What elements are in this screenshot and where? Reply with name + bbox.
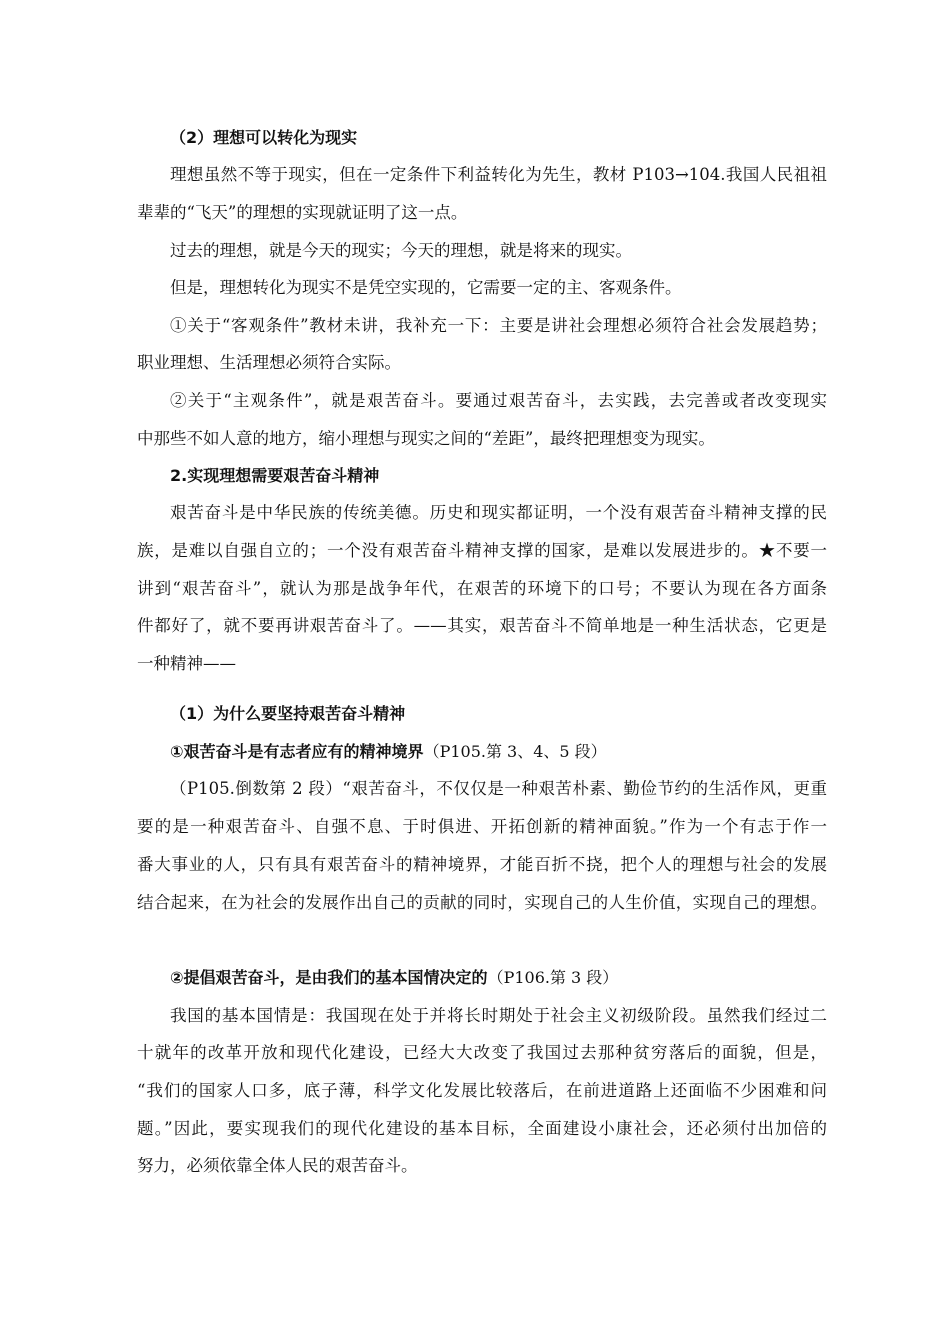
paragraph-line: ①关于“客观条件”教材未讲，我补充一下：主要是讲社会理想必须符合社会发展趋势；: [170, 316, 827, 335]
paragraph-line: 族，是难以自强自立的；一个没有艰苦奋斗精神支撑的国家，是难以发展进步的。★不要一: [137, 541, 827, 560]
page-reference: （P105.第 3、4、5 段）: [423, 742, 607, 761]
section-heading-aspiration: [170, 742, 827, 762]
paragraph-line: 辈辈的“飞天”的理想的实现就证明了这一点。: [137, 203, 468, 222]
paragraph-line: 件都好了，就不要再讲艰苦奋斗了。——其实，艰苦奋斗不简单地是一种生活状态，它更是: [137, 616, 827, 635]
paragraph-line: 努力，必须依靠全体人民的艰苦奋斗。: [137, 1156, 418, 1175]
paragraph-line: 讲到“艰苦奋斗”，就认为那是战争年代，在艰苦的环境下的口号；不要认为现在各方面条: [137, 579, 827, 598]
section-heading-why-hard-work: （1）为什么要坚持艰苦奋斗精神: [170, 704, 406, 723]
paragraph-line: 番大事业的人，只有具有艰苦奋斗的精神境界，才能百折不挠，把个人的理想与社会的发展: [137, 855, 827, 874]
paragraph-line: 题。”因此，要实现我们的现代化建设的基本目标，全面建设小康社会，还必须付出加倍的: [137, 1119, 827, 1138]
page-reference: （P106.第 3 段）: [487, 968, 619, 987]
paragraph-line: 艰苦奋斗是中华民族的传统美德。历史和现实都证明，一个没有艰苦奋斗精神支撑的民: [170, 503, 827, 522]
section-heading-national-conditions: [170, 968, 827, 988]
paragraph-line: 一种精神——: [137, 654, 236, 673]
paragraph-line: 但是，理想转化为现实不是凭空实现的，它需要一定的主、客观条件。: [170, 278, 682, 297]
paragraph-line: 职业理想、生活理想必须符合实际。: [137, 353, 401, 372]
paragraph-line: “我们的国家人口多，底子薄，科学文化发展比较落后，在前进道路上还面临不少困难和问: [137, 1081, 827, 1100]
heading-bold-text: ①艰苦奋斗是有志者应有的精神境界: [170, 742, 424, 761]
heading-bold-text: ②提倡艰苦奋斗，是由我们的基本国情决定的: [170, 968, 488, 987]
paragraph-line: （P105.倒数第 2 段）“艰苦奋斗，不仅仅是一种艰苦朴素、勤俭节约的生活作风，更重: [170, 779, 827, 798]
section-heading-hard-work: 2.实现理想需要艰苦奋斗精神: [170, 466, 380, 485]
section-heading-ideal-to-reality: （2）理想可以转化为现实: [170, 128, 358, 147]
paragraph-line: 十就年的改革开放和现代化建设，已经大大改变了我国过去那种贫穷落后的面貌，但是，: [137, 1043, 827, 1062]
paragraph-line: 理想虽然不等于现实，但在一定条件下利益转化为先生，教材 P103→104.我国人民祖祖: [170, 165, 827, 184]
paragraph-line: 过去的理想，就是今天的现实；今天的理想，就是将来的现实。: [170, 241, 632, 260]
paragraph-line: 中那些不如人意的地方，缩小理想与现实之间的“差距”，最终把理想变为现实。: [137, 429, 715, 448]
paragraph-line: ②关于“主观条件”，就是艰苦奋斗。要通过艰苦奋斗，去实践，去完善或者改变现实: [170, 391, 827, 410]
paragraph-line: 我国的基本国情是：我国现在处于并将长时期处于社会主义初级阶段。虽然我们经过二: [170, 1006, 827, 1025]
paragraph-line: 结合起来，在为社会的发展作出自己的贡献的同时，实现自己的人生价值，实现自己的理想。: [137, 893, 827, 912]
paragraph-line: 要的是一种艰苦奋斗、自强不息、于时俱进、开拓创新的精神面貌。”作为一个有志于作一: [137, 817, 827, 836]
